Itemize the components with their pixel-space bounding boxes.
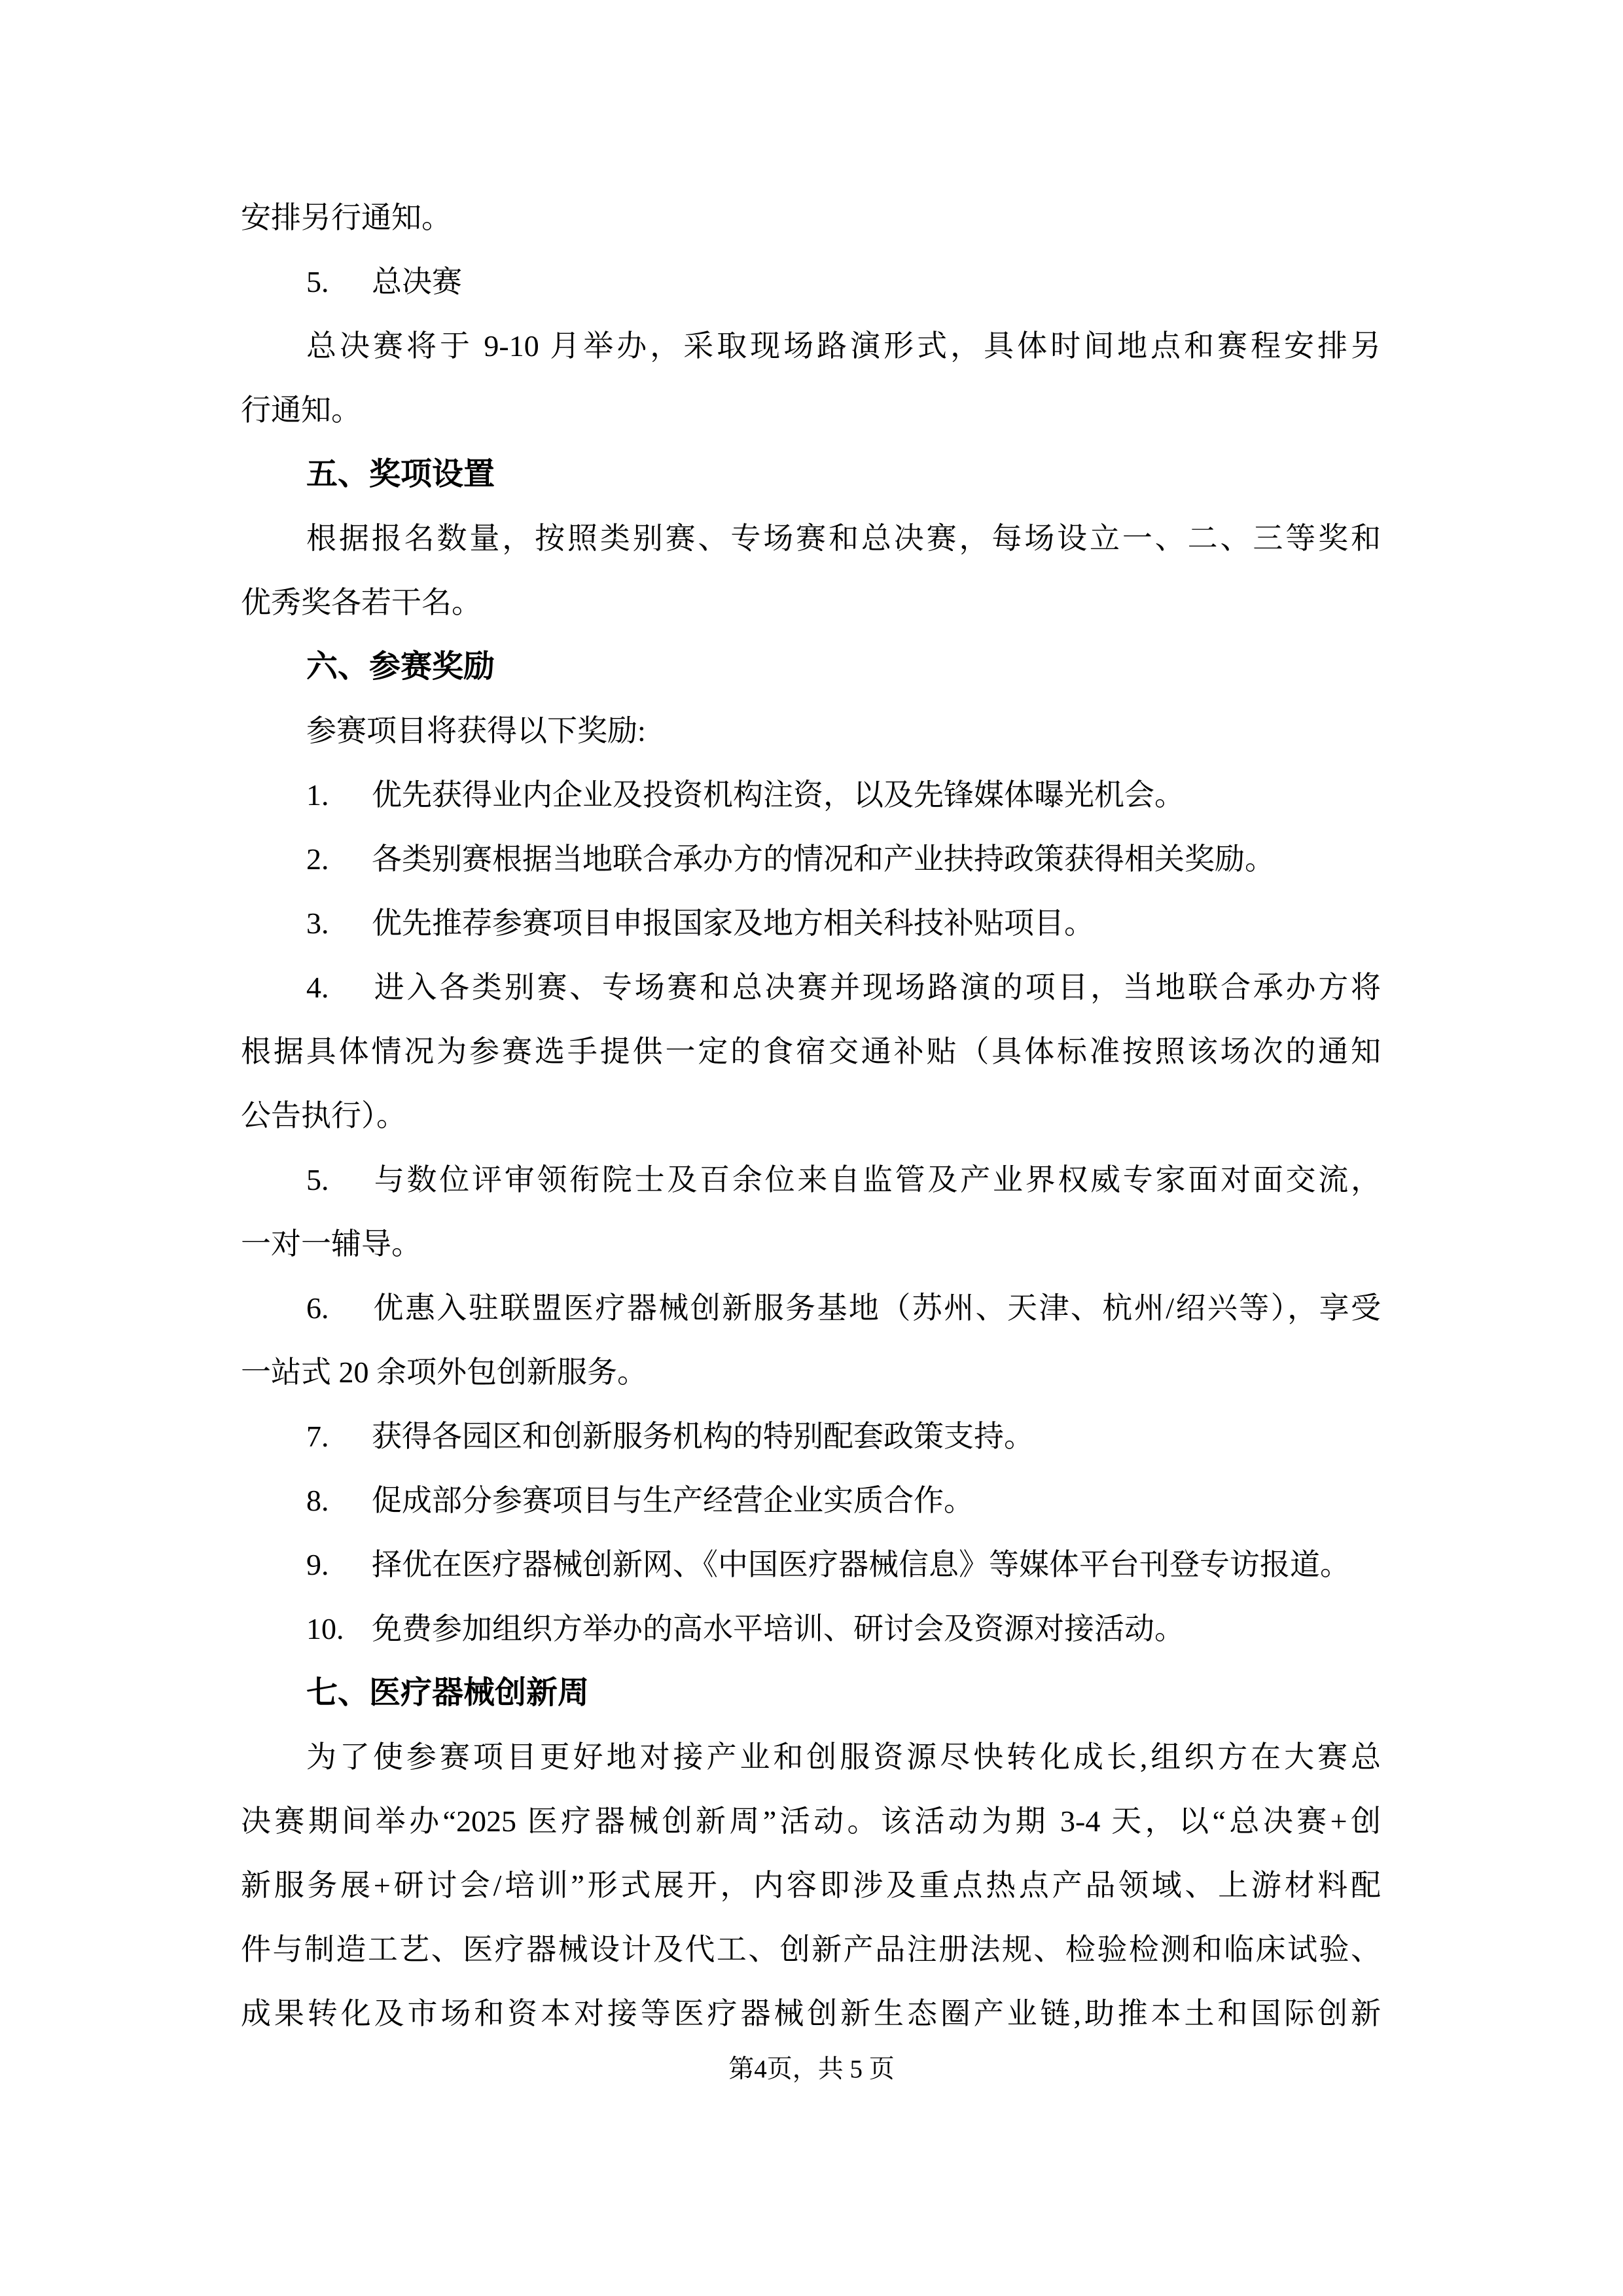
list-item [241, 827, 1381, 891]
line-text: 获得各园区和创新服务机构的特别配套政策支持。 [372, 1420, 1034, 1453]
line-text: 择优在医疗器械创新网、《中国医疗器械信息》等媒体平台刊登专访报道。 [372, 1548, 1350, 1581]
line-text: 五、奖项设置 [306, 457, 495, 492]
paragraph-line [241, 1340, 1381, 1405]
list-item [241, 1469, 1381, 1533]
paragraph-line [241, 1918, 1381, 1982]
paragraph-line [241, 186, 1381, 250]
line-text: 六、参赛奖励 [306, 649, 495, 684]
paragraph-line [241, 699, 1381, 763]
list-item-number: 9. [306, 1548, 329, 1581]
list-item-number: 5. [306, 265, 329, 298]
line-text: 总决赛 [372, 265, 462, 298]
paragraph-line [241, 1084, 1381, 1148]
paragraph-line [241, 1212, 1381, 1276]
list-item [241, 956, 1381, 1020]
list-item [241, 1276, 1381, 1340]
page-number-footer: 第4页，共 5 页 [728, 2055, 895, 2083]
list-item-number: 7. [306, 1420, 329, 1453]
line-text: 安排另行通知。 [241, 201, 452, 234]
list-item [241, 250, 1381, 314]
line-text: 优先推荐参赛项目申报国家及地方相关科技补贴项目。 [372, 906, 1094, 940]
line-text: 各类别赛根据当地联合承办方的情况和产业扶持政策获得相关奖励。 [372, 842, 1275, 876]
section-heading [241, 635, 1381, 699]
paragraph-line [241, 1789, 1381, 1854]
line-text: 与数位评审领衔院士及百余位来自监管及产业界权威专家面对面交流， [372, 1163, 1381, 1196]
line-text: 成果转化及市场和资本对接等医疗器械创新生态圈产业链,助推本土和国际创新 [241, 1997, 1381, 2030]
line-text: 总决赛将于 9-10 月举办，采取现场路演形式，具体时间地点和赛程安排另 [306, 329, 1381, 363]
line-text: 促成部分参赛项目与生产经营企业实质合作。 [372, 1484, 974, 1517]
paragraph-line [241, 507, 1381, 571]
section-heading [241, 1661, 1381, 1725]
line-text: 新服务展+研讨会/培训”形式展开，内容即涉及重点热点产品领域、上游材料配 [241, 1869, 1381, 1902]
line-text: 优秀奖各若干名。 [241, 586, 482, 619]
list-item [241, 1597, 1381, 1661]
list-item-number: 3. [306, 906, 329, 940]
line-text: 根据具体情况为参赛选手提供一定的食宿交通补贴（具体标准按照该场次的通知 [241, 1035, 1381, 1068]
line-text: 参赛项目将获得以下奖励: [306, 714, 646, 747]
line-text: 免费参加组织方举办的高水平培训、研讨会及资源对接活动。 [372, 1612, 1185, 1645]
line-text: 进入各类别赛、专场赛和总决赛并现场路演的项目，当地联合承办方将 [372, 971, 1381, 1004]
paragraph-line [241, 571, 1381, 635]
paragraph-line [241, 314, 1381, 378]
list-item [241, 891, 1381, 956]
section-heading [241, 442, 1381, 507]
line-text: 公告执行）。 [241, 1099, 406, 1132]
line-text: 七、医疗器械创新周 [306, 1676, 590, 1710]
list-item-number: 2. [306, 842, 329, 876]
paragraph-line [241, 1982, 1381, 2046]
list-item [241, 1405, 1381, 1469]
list-item-number: 6. [306, 1291, 329, 1325]
paragraph-line [241, 1854, 1381, 1918]
line-text: 优先获得业内企业及投资机构注资，以及先锋媒体曝光机会。 [372, 778, 1185, 812]
line-text: 根据报名数量，按照类别赛、专场赛和总决赛，每场设立一、二、三等奖和 [306, 522, 1381, 555]
line-text: 优惠入驻联盟医疗器械创新服务基地（苏州、天津、杭州/绍兴等），享受 [372, 1291, 1381, 1325]
line-text: 件与制造工艺、医疗器械设计及代工、创新产品注册法规、检验检测和临床试验、 [241, 1933, 1381, 1966]
document-body [241, 186, 1381, 2046]
list-item [241, 1148, 1381, 1212]
line-text: 为了使参赛项目更好地对接产业和创服资源尽快转化成长,组织方在大赛总 [306, 1740, 1381, 1774]
paragraph-line [241, 1725, 1381, 1789]
list-item-number: 4. [306, 971, 329, 1004]
list-item-number: 10. [306, 1612, 344, 1645]
line-text: 一对一辅导。 [241, 1227, 421, 1261]
line-text: 行通知。 [241, 393, 361, 427]
list-item-number: 5. [306, 1163, 329, 1196]
line-text: 决赛期间举办“2025 医疗器械创新周”活动。该活动为期 3-4 天，以“总决赛+创 [241, 1804, 1381, 1838]
paragraph-line [241, 1020, 1381, 1084]
list-item [241, 763, 1381, 827]
line-text: 一站式 20 余项外包创新服务。 [241, 1355, 647, 1389]
list-item-number: 8. [306, 1484, 329, 1517]
list-item [241, 1533, 1381, 1597]
paragraph-line [241, 378, 1381, 442]
list-item-number: 1. [306, 778, 329, 812]
